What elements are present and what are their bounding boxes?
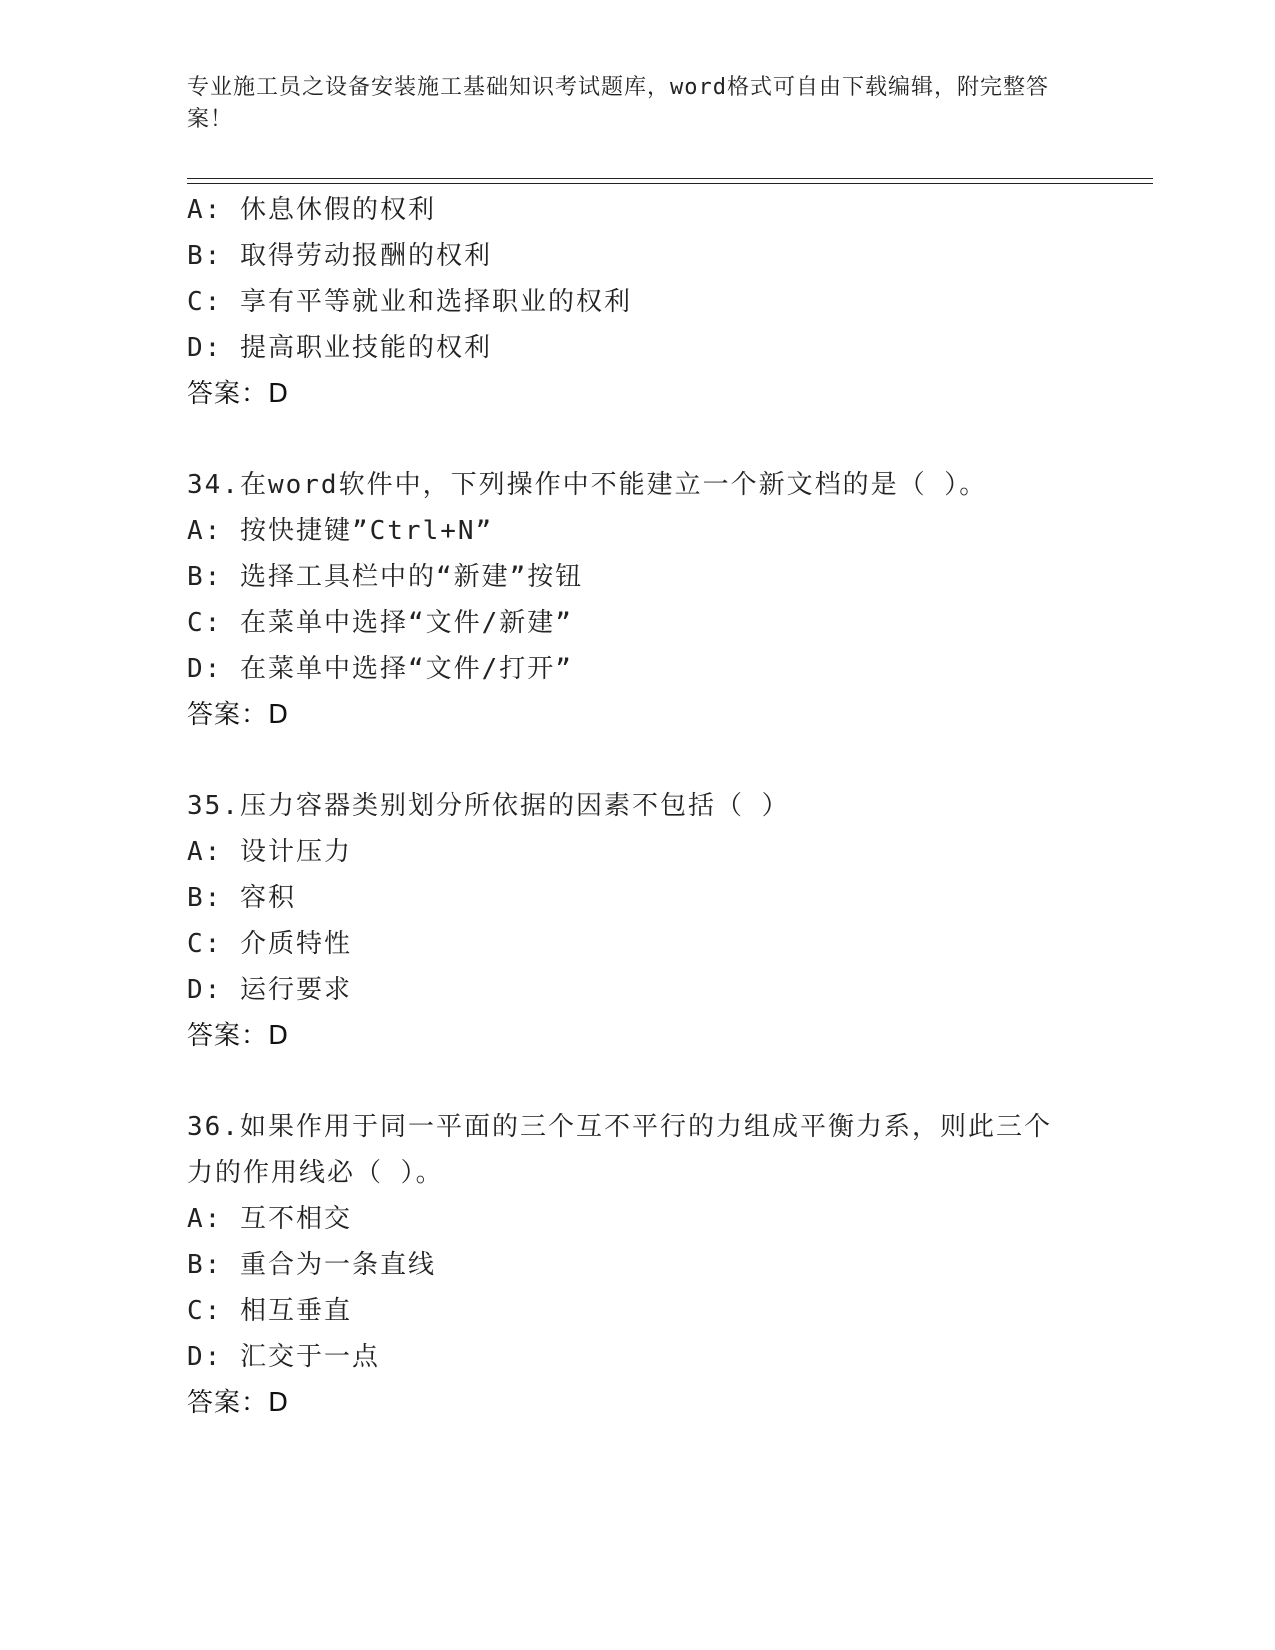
block-spacer (187, 1059, 1153, 1104)
option-d: D: 提高职业技能的权利 (187, 333, 492, 363)
question-text: 34.在word软件中，下列操作中不能建立一个新文档的是（ ）。 (187, 470, 988, 500)
question-list (187, 187, 1153, 1426)
document-header-text: 专业施工员之设备安装施工基础知识考试题库，word格式可自由下载编辑，附完整答案！ (187, 75, 1049, 132)
option-a: A: 按快捷键”Ctrl+N” (187, 516, 494, 546)
option-a: A: 休息休假的权利 (187, 195, 436, 225)
answer-line: 答案：D (187, 1021, 290, 1051)
option-a: A: 互不相交 (187, 1204, 352, 1234)
option-b: B: 重合为一条直线 (187, 1250, 436, 1280)
header-divider-top (187, 178, 1153, 179)
option-d: D: 在菜单中选择“文件/打开” (187, 654, 573, 684)
option-a: A: 设计压力 (187, 837, 352, 867)
option-c: C: 介质特性 (187, 929, 352, 959)
block-spacer (187, 738, 1153, 783)
option-c: C: 享有平等就业和选择职业的权利 (187, 287, 632, 317)
question-text: 36.如果作用于同一平面的三个互不平行的力组成平衡力系，则此三个力的作用线必（ ）。 (187, 1112, 1052, 1188)
question-block (187, 187, 1153, 417)
question-block (187, 1104, 1153, 1426)
question-text: 35.压力容器类别划分所依据的因素不包括（ ） (187, 791, 790, 821)
header-divider-bottom (187, 183, 1153, 184)
option-c: C: 在菜单中选择“文件/新建” (187, 608, 573, 638)
block-spacer (187, 417, 1153, 462)
option-b: B: 取得劳动报酬的权利 (187, 241, 492, 271)
question-block (187, 783, 1153, 1059)
answer-line: 答案：D (187, 700, 290, 730)
answer-line: 答案：D (187, 1388, 290, 1418)
question-block (187, 462, 1153, 738)
option-c: C: 相互垂直 (187, 1296, 352, 1326)
option-b: B: 选择工具栏中的“新建”按钮 (187, 562, 584, 592)
option-d: D: 运行要求 (187, 975, 352, 1005)
option-b: B: 容积 (187, 883, 296, 913)
answer-line: 答案：D (187, 379, 290, 409)
option-d: D: 汇交于一点 (187, 1342, 380, 1372)
